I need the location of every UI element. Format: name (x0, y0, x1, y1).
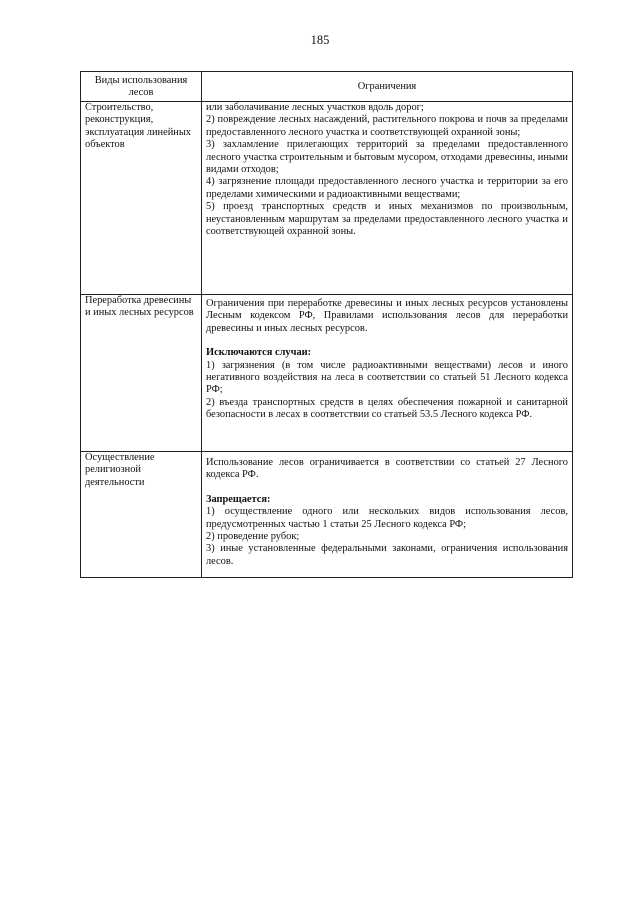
header-kind: Виды использования лесов (81, 72, 202, 102)
restrictions-cell (202, 102, 573, 295)
restriction-item: 1) загрязнения (в том числе радиоактивными веществами) лесов и иного негативного воздействия на леса в соответствии со статьей 51 Лесного кодекса РФ; (206, 359, 568, 396)
restriction-item: 5) проезд транспортных средств и иных механизмов по произвольным, неустановленным маршрутам за пределами предоставленного лесного участка и соответствующей охранной зоны. (206, 201, 568, 238)
restriction-item: 2) проведение рубок; (206, 531, 300, 543)
page-number: 185 (310, 33, 330, 47)
header-limits: Ограничения (202, 72, 573, 102)
use-kind-cell: Осуществление религиозной деятельности (81, 452, 202, 578)
restriction-item: 1) осуществление одного или нескольких видов использования лесов, предусмотренных частью 1 статьи 25 Лесного кодекса РФ; (206, 506, 568, 530)
use-kind-cell: Строительство, реконструкция, эксплуатация линейных объектов (81, 102, 202, 295)
restriction-item: или заболачивание лесных участков вдоль дорог; (206, 102, 424, 113)
restriction-heading: Исключаются случаи: (206, 347, 312, 359)
table-row (81, 102, 573, 295)
restriction-item: 2) повреждение лесных насаждений, растительного покрова и почв за пределами предоставленного лесного участка и соответствующей охранной зоны; (206, 114, 568, 138)
table-row (81, 452, 573, 578)
restrictions-cell (202, 295, 573, 452)
restriction-item: 2) въезда транспортных средств в целях обеспечения пожарной и санитарной безопасности в лесах в соответствии со статьей 53.5 Лесного кодекса РФ. (206, 396, 568, 421)
restriction-intro: Использование лесов ограничивается в соответствии со статьей 27 Лесного кодекса РФ. (206, 457, 568, 481)
table-header-row (81, 72, 573, 102)
restriction-heading: Запрещается: (206, 493, 271, 505)
use-kind-cell: Переработка древесины и иных лесных ресурсов (81, 295, 202, 452)
restriction-item: 4) загрязнение площади предоставленного лесного участка и территории за его пределами химическими и радиоактивными веществами; (206, 176, 568, 200)
table-row (81, 295, 573, 452)
forest-use-restrictions-table (80, 71, 573, 578)
restrictions-cell (202, 452, 573, 578)
restriction-item: 3) захламление прилегающих территорий за пределами предоставленного лесного участка строительным и бытовым мусором, отходами древесины, иными видами отходов; (206, 139, 568, 176)
restriction-intro: Ограничения при переработке древесины и иных лесных ресурсов установлены Лесным кодексом РФ, Правилами использования лесов для переработки древесины и иных лесных ресурсов. (206, 298, 568, 334)
restriction-item: 3) иные установленные федеральными законами, ограничения использования лесов. (206, 543, 568, 567)
